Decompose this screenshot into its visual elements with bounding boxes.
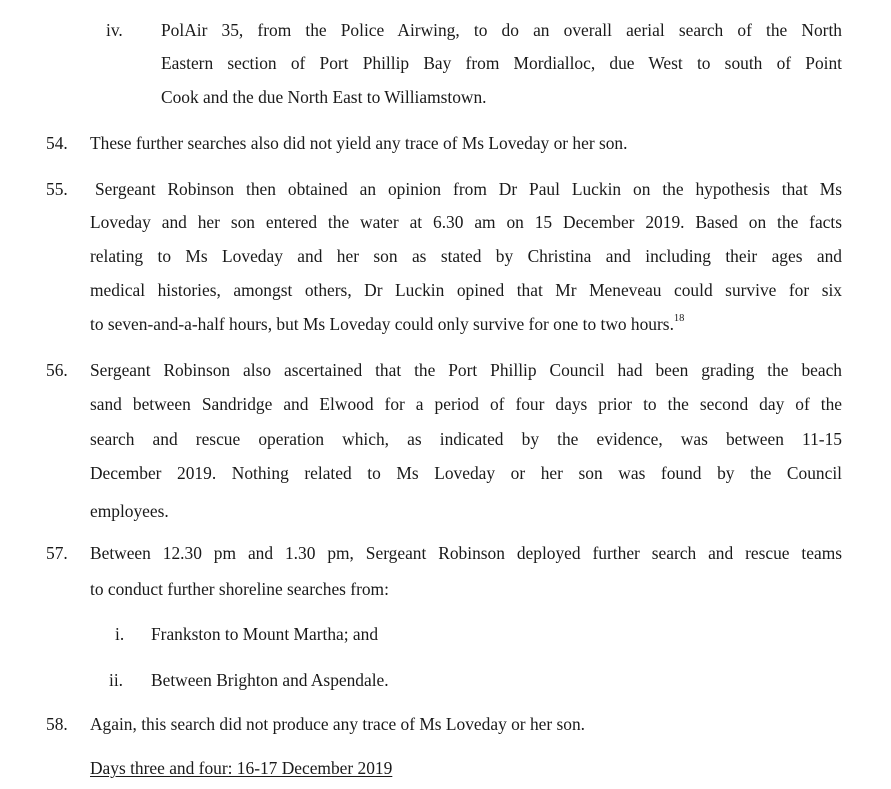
- paragraph-55-line-5: [90, 313, 684, 335]
- paragraph-55-line-1: Sergeant Robinson then obtained an opinion from Dr Paul Luckin on the hypothesis that Ms: [95, 179, 842, 199]
- paragraph-54-line-1: These further searches also did not yield any trace of Ms Loveday or her son.: [90, 133, 628, 153]
- paragraph-56-line-3: search and rescue operation which, as indicated by the evidence, was between 11-15: [90, 429, 842, 449]
- subitem-i-text: Frankston to Mount Martha; and: [151, 624, 379, 644]
- paragraph-number-54: 54.: [46, 133, 68, 153]
- paragraph-55-line-3: relating to Ms Loveday and her son as stated by Christina and including their ages and: [90, 246, 842, 266]
- paragraph-number-58: 58.: [46, 714, 68, 734]
- section-heading: Days three and four: 16-17 December 2019: [90, 758, 393, 778]
- paragraph-56-line-4: December 2019. Nothing related to Ms Loveday or her son was found by the Council: [90, 463, 842, 483]
- subitem-marker-i: i.: [115, 624, 125, 644]
- subitem-ii-text: Between Brighton and Aspendale.: [151, 670, 389, 690]
- paragraph-55-line-5-text: to seven-and-a-half hours, but Ms Loveday could only survive for one to two hours.: [90, 314, 674, 334]
- subitem-marker-iv: iv.: [106, 20, 123, 40]
- paragraph-57-line-2: to conduct further shoreline searches from:: [90, 579, 389, 599]
- subitem-marker-ii: ii.: [109, 670, 124, 690]
- paragraph-56-line-2: sand between Sandridge and Elwood for a period of four days prior to the second day of the: [90, 394, 842, 414]
- paragraph-55-line-4: medical histories, amongst others, Dr Luckin opined that Mr Meneveau could survive for six: [90, 280, 842, 300]
- paragraph-number-56: 56.: [46, 360, 68, 380]
- subitem-iv-line-3: Cook and the due North East to Williamstown.: [161, 87, 487, 107]
- paragraph-55-line-2: Loveday and her son entered the water at 6.30 am on 15 December 2019. Based on the facts: [90, 212, 842, 232]
- paragraph-56-line-5: employees.: [90, 501, 169, 521]
- paragraph-number-57: 57.: [46, 543, 68, 563]
- paragraph-number-55: 55.: [46, 179, 68, 199]
- subitem-iv-line-1: PolAir 35, from the Police Airwing, to do an overall aerial search of the North: [161, 20, 842, 40]
- footnote-reference: 18: [673, 313, 685, 325]
- paragraph-57-line-1: Between 12.30 pm and 1.30 pm, Sergeant Robinson deployed further search and rescue teams: [90, 543, 842, 563]
- paragraph-58-line-1: Again, this search did not produce any trace of Ms Loveday or her son.: [90, 714, 586, 734]
- paragraph-56-line-1: Sergeant Robinson also ascertained that the Port Phillip Council had been grading the beach: [90, 360, 842, 380]
- subitem-iv-line-2: Eastern section of Port Phillip Bay from Mordialloc, due West to south of Point: [161, 53, 842, 73]
